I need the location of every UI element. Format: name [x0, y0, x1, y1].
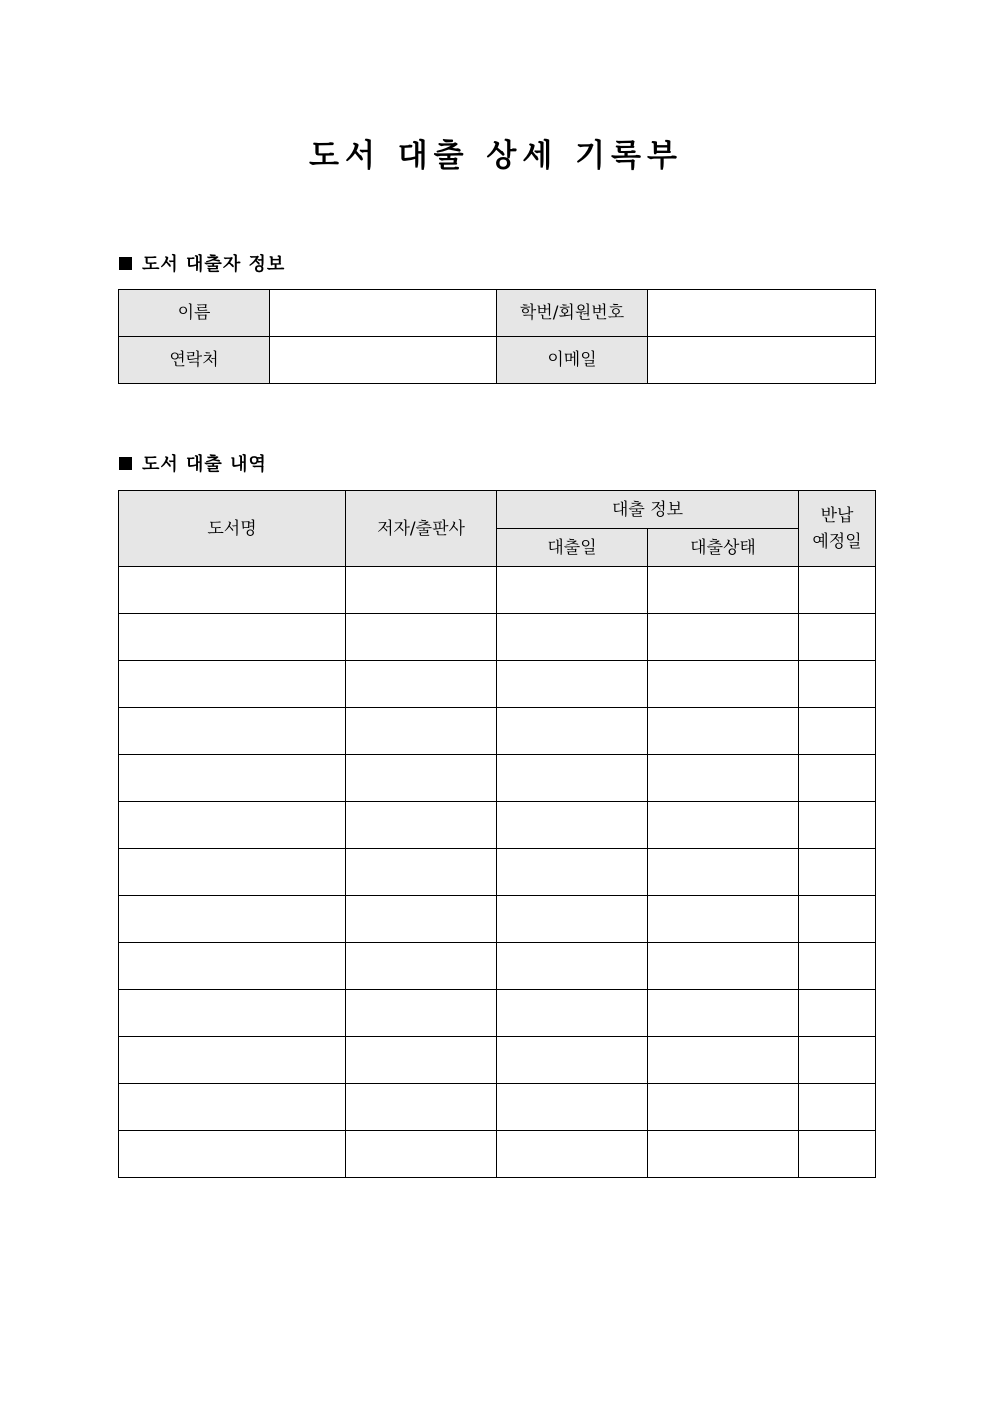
author-publisher-cell[interactable] — [346, 990, 497, 1037]
loan-status-cell[interactable] — [648, 755, 799, 802]
square-bullet-icon — [119, 257, 132, 270]
book-title-cell[interactable] — [119, 849, 346, 896]
loan-section-heading-text: 도서 대출 내역 — [142, 454, 267, 475]
return-due-cell[interactable] — [799, 943, 876, 990]
author-publisher-cell[interactable] — [346, 708, 497, 755]
loan-status-cell[interactable] — [648, 1131, 799, 1178]
loan-status-cell[interactable] — [648, 943, 799, 990]
book-title-cell[interactable] — [119, 567, 346, 614]
return-due-header — [799, 491, 876, 567]
author-publisher-cell[interactable] — [346, 614, 497, 661]
return-due-header-line2: 예정일 — [812, 531, 862, 552]
return-due-cell[interactable] — [799, 661, 876, 708]
book-title-header: 도서명 — [119, 491, 346, 567]
loan-status-cell[interactable] — [648, 896, 799, 943]
author-publisher-cell[interactable] — [346, 567, 497, 614]
loan-date-cell[interactable] — [497, 567, 648, 614]
contact-field[interactable] — [270, 337, 497, 384]
loan-date-cell[interactable] — [497, 802, 648, 849]
borrower-section-heading — [119, 253, 285, 277]
return-due-cell[interactable] — [799, 708, 876, 755]
loan-date-cell[interactable] — [497, 849, 648, 896]
member-id-label: 학번/회원번호 — [497, 290, 648, 337]
book-title-cell[interactable] — [119, 990, 346, 1037]
return-due-header-line1: 반납 — [820, 505, 854, 526]
loan-status-cell[interactable] — [648, 661, 799, 708]
borrower-section-heading-text: 도서 대출자 정보 — [142, 254, 286, 275]
loan-status-cell[interactable] — [648, 990, 799, 1037]
loan-status-cell[interactable] — [648, 849, 799, 896]
loan-date-cell[interactable] — [497, 755, 648, 802]
author-publisher-cell[interactable] — [346, 802, 497, 849]
return-due-cell[interactable] — [799, 849, 876, 896]
loan-date-cell[interactable] — [497, 1131, 648, 1178]
author-publisher-cell[interactable] — [346, 661, 497, 708]
return-due-cell[interactable] — [799, 802, 876, 849]
name-label: 이름 — [119, 290, 270, 337]
return-due-cell[interactable] — [799, 1084, 876, 1131]
return-due-cell[interactable] — [799, 990, 876, 1037]
table-row — [119, 990, 876, 1037]
loan-records-table — [118, 490, 876, 1178]
book-title-cell[interactable] — [119, 1037, 346, 1084]
loan-info-header: 대출 정보 — [497, 491, 799, 529]
loan-date-cell[interactable] — [497, 661, 648, 708]
book-title-cell[interactable] — [119, 661, 346, 708]
loan-status-cell[interactable] — [648, 1037, 799, 1084]
book-title-cell[interactable] — [119, 755, 346, 802]
loan-date-cell[interactable] — [497, 708, 648, 755]
loan-date-cell[interactable] — [497, 896, 648, 943]
table-row — [119, 1084, 876, 1131]
book-title-cell[interactable] — [119, 943, 346, 990]
author-publisher-cell[interactable] — [346, 849, 497, 896]
table-row — [119, 1037, 876, 1084]
email-field[interactable] — [648, 337, 876, 384]
name-field[interactable] — [270, 290, 497, 337]
book-title-cell[interactable] — [119, 1131, 346, 1178]
document-title: 도서 대출 상세 기록부 — [309, 138, 683, 174]
table-row — [119, 614, 876, 661]
loan-date-cell[interactable] — [497, 943, 648, 990]
table-row — [119, 1131, 876, 1178]
book-title-cell[interactable] — [119, 614, 346, 661]
loan-status-cell[interactable] — [648, 708, 799, 755]
loan-status-cell[interactable] — [648, 1084, 799, 1131]
book-title-cell[interactable] — [119, 802, 346, 849]
book-title-cell[interactable] — [119, 1084, 346, 1131]
return-due-cell[interactable] — [799, 1131, 876, 1178]
author-publisher-cell[interactable] — [346, 943, 497, 990]
return-due-cell[interactable] — [799, 614, 876, 661]
square-bullet-icon — [119, 457, 132, 470]
author-publisher-cell[interactable] — [346, 896, 497, 943]
loan-date-cell[interactable] — [497, 1084, 648, 1131]
book-title-cell[interactable] — [119, 708, 346, 755]
loan-date-header: 대출일 — [497, 529, 648, 567]
borrower-info-table — [118, 289, 876, 384]
loan-date-cell[interactable] — [497, 614, 648, 661]
return-due-cell[interactable] — [799, 755, 876, 802]
loan-status-header: 대출상태 — [648, 529, 799, 567]
author-publisher-cell[interactable] — [346, 1084, 497, 1131]
author-publisher-cell[interactable] — [346, 1131, 497, 1178]
loan-date-cell[interactable] — [497, 990, 648, 1037]
table-row — [119, 849, 876, 896]
table-row — [119, 661, 876, 708]
table-row — [119, 896, 876, 943]
loan-status-cell[interactable] — [648, 802, 799, 849]
book-title-cell[interactable] — [119, 896, 346, 943]
author-publisher-cell[interactable] — [346, 755, 497, 802]
contact-label: 연락처 — [119, 337, 270, 384]
loan-rows — [119, 567, 876, 1178]
table-row — [119, 567, 876, 614]
table-row — [119, 802, 876, 849]
return-due-cell[interactable] — [799, 1037, 876, 1084]
loan-date-cell[interactable] — [497, 1037, 648, 1084]
return-due-cell[interactable] — [799, 567, 876, 614]
author-publisher-cell[interactable] — [346, 1037, 497, 1084]
loan-status-cell[interactable] — [648, 567, 799, 614]
table-row — [119, 943, 876, 990]
author-publisher-header: 저자/출판사 — [346, 491, 497, 567]
return-due-cell[interactable] — [799, 896, 876, 943]
loan-section-heading — [119, 453, 267, 477]
table-row — [119, 755, 876, 802]
table-row — [119, 708, 876, 755]
member-id-field[interactable] — [648, 290, 876, 337]
email-label: 이메일 — [497, 337, 648, 384]
loan-status-cell[interactable] — [648, 614, 799, 661]
